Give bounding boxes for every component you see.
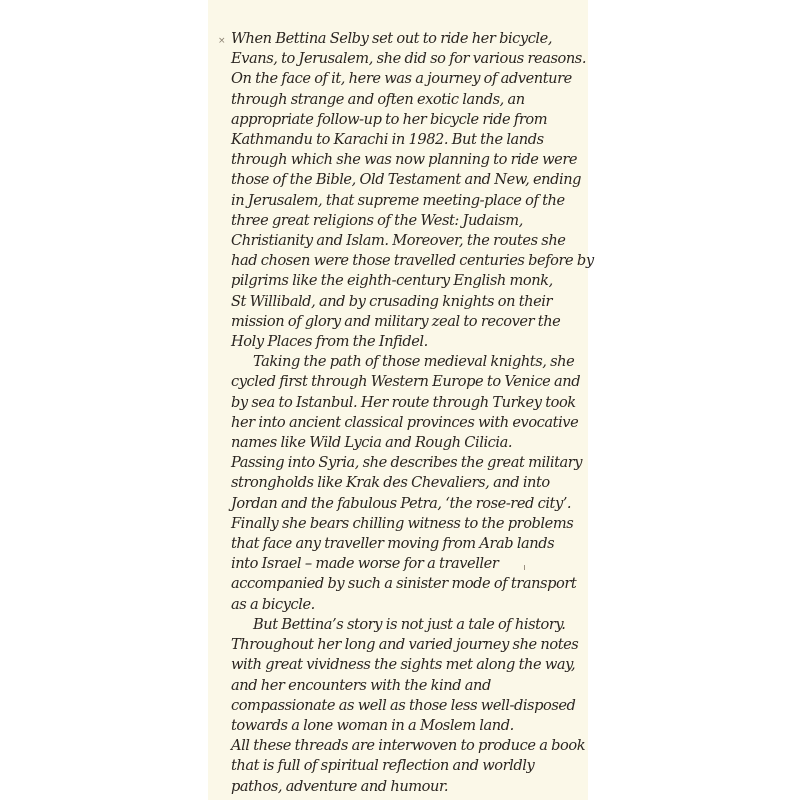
blurb-line: Christianity and Islam. Moreover, the routes she (231, 232, 566, 250)
blurb-line: compassionate as well as those less well-disposed (231, 696, 576, 714)
blurb-line: three great religions of the West: Judaism, (231, 211, 523, 229)
blurb-line: towards a lone woman in a Moslem land. (231, 716, 514, 734)
blurb-line: with great vividness the sights met along the way, (231, 656, 576, 674)
blurb-line: pilgrims like the eighth-century English monk, (231, 272, 553, 290)
blurb-line: But Bettina’s story is not just a tale of history. (253, 615, 566, 633)
blurb-line: through which she was now planning to ride were (231, 151, 578, 169)
blurb-line: When Bettina Selby set out to ride her bicycle, (231, 30, 553, 47)
blurb-line: and her encounters with the kind and (231, 676, 491, 694)
blurb-line: that face any traveller moving from Arab lands (231, 535, 555, 553)
blurb-line: Finally she bears chilling witness to the problems (231, 514, 574, 532)
blurb-line: pathos, adventure and humour. (231, 777, 449, 795)
blurb-line: by sea to Istanbul. Her route through Turkey took (231, 393, 576, 411)
blurb-line: Kathmandu to Karachi in 1982. But the lands (231, 131, 544, 149)
blurb-line: On the face of it, here was a journey of adventure (231, 70, 572, 88)
blurb-line: into Israel – made worse for a traveller (231, 555, 499, 573)
blurb-line: St Willibald, and by crusading knights on their (231, 292, 553, 310)
blurb-line: names like Wild Lycia and Rough Cilicia. (231, 434, 513, 452)
blurb-line: Jordan and the fabulous Petra, ‘the rose-red city’. (231, 494, 572, 512)
blurb-line: cycled first through Western Europe to Venice and (231, 373, 581, 391)
blurb-line: that is full of spiritual reflection and worldly (231, 757, 535, 775)
blurb-line: in Jerusalem, that supreme meeting-place of the (231, 191, 565, 209)
blurb-line: had chosen were those travelled centuries before by (231, 252, 594, 270)
blurb-line: as a bicycle. (231, 595, 315, 613)
blurb-line: Throughout her long and varied journey she notes (231, 636, 579, 654)
blurb-line: Holy Places from the Infidel. (231, 333, 428, 351)
blurb-line: accompanied by such a sinister mode of transport (231, 575, 577, 593)
blurb-line: strongholds like Krak des Chevaliers, and into (231, 474, 550, 492)
blurb-line: mission of glory and military zeal to recover the (231, 312, 561, 330)
blurb-text (231, 29, 594, 797)
blurb-line: Passing into Syria, she describes the great military (231, 454, 583, 472)
blurb-line: her into ancient classical provinces with evocative (231, 413, 579, 431)
corner-mark-icon: × (218, 36, 226, 46)
blurb-line: All these threads are interwoven to produce a book (231, 737, 586, 755)
blurb-line: Evans, to Jerusalem, she did so for various reasons. (231, 50, 587, 68)
blurb-line: Taking the path of those medieval knights, she (253, 353, 575, 371)
blurb-line: those of the Bible, Old Testament and New, ending (231, 171, 582, 189)
blurb-line: through strange and often exotic lands, an (231, 90, 525, 108)
blurb-line: appropriate follow-up to her bicycle ride from (231, 110, 548, 128)
